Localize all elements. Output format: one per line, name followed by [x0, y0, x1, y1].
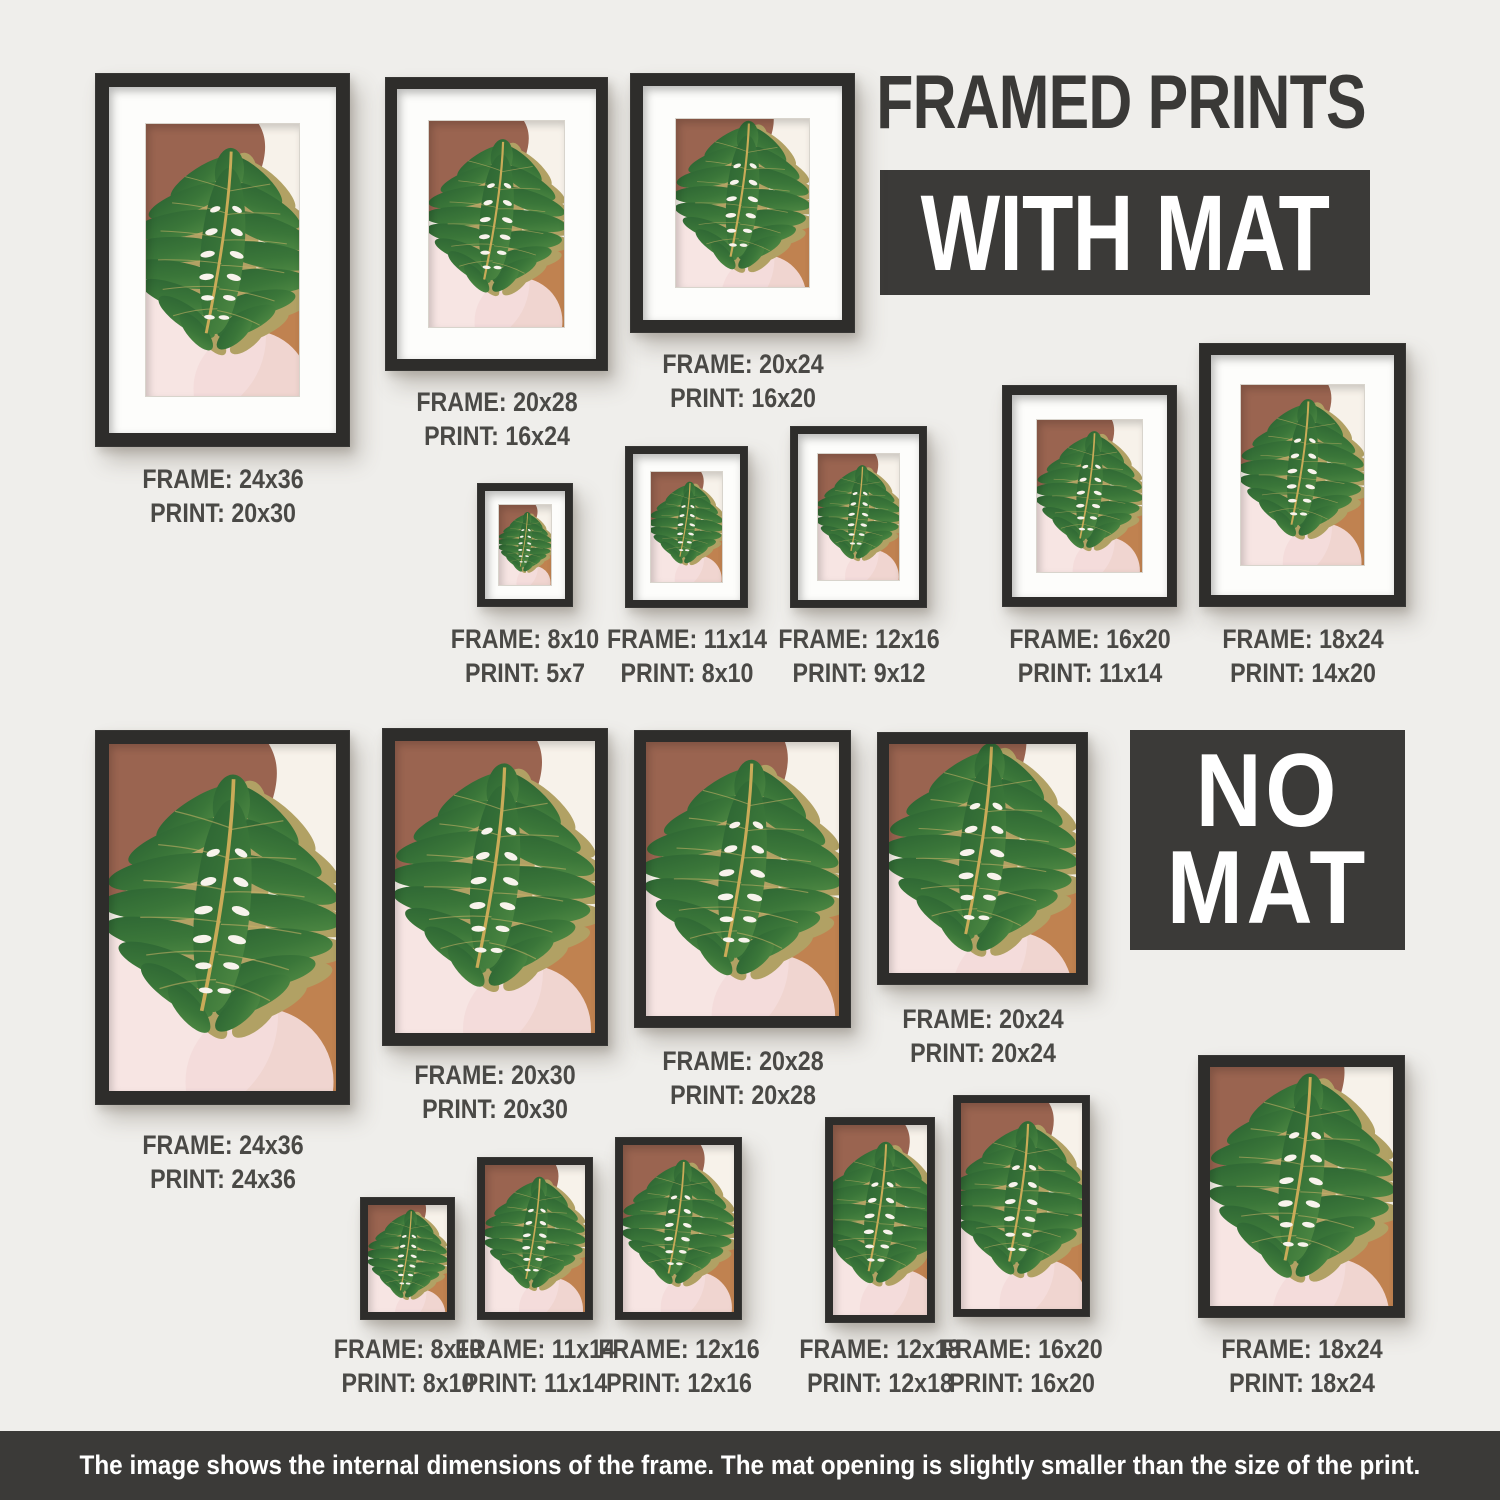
monstera-artwork: [368, 1205, 447, 1312]
monstera-artwork: [1241, 385, 1364, 565]
no-mat-badge-line2: MAT: [1166, 830, 1369, 946]
monstera-artwork: [1037, 420, 1142, 572]
frame-size-line: FRAME: 18x24: [1221, 1334, 1383, 1364]
size-label-16x20: [876, 1332, 1168, 1400]
framed-print-with-mat-12x16: [790, 426, 927, 608]
artwork-window: [623, 1145, 734, 1312]
mat: [397, 89, 596, 359]
frame-size-line: FRAME: 11x14: [454, 1334, 616, 1364]
print-size-line: PRINT: 11x14: [462, 1368, 608, 1398]
artwork-window: [833, 1125, 927, 1315]
artwork-window: [368, 1205, 447, 1312]
print-size-line: PRINT: 20x30: [422, 1094, 568, 1124]
framed-print-no-mat-12x16: [615, 1137, 742, 1320]
mat: [633, 454, 740, 600]
frame-size-line: FRAME: 20x24: [902, 1004, 1064, 1034]
artwork-window: [499, 505, 551, 585]
print-size-line: PRINT: 16x24: [424, 421, 570, 451]
size-label-18x24: [1156, 1332, 1448, 1400]
framed-print-no-mat-24x36: [95, 730, 350, 1105]
framed-print-no-mat-20x30: [382, 728, 608, 1046]
monstera-artwork: [395, 741, 595, 1033]
print-size-line: PRINT: 11x14: [1017, 658, 1163, 688]
print-size-line: PRINT: 24x36: [150, 1164, 296, 1194]
artwork-window: [651, 472, 722, 582]
artwork-window: [109, 744, 336, 1091]
frame-size-line: FRAME: 24x36: [142, 1130, 304, 1160]
frame-size-line: FRAME: 16x20: [941, 1334, 1103, 1364]
artwork-window: [889, 744, 1076, 973]
with-mat-badge: [880, 170, 1370, 295]
monstera-artwork: [429, 121, 564, 327]
frame-size-line: FRAME: 12x16: [778, 624, 940, 654]
framed-print-with-mat-8x10: [477, 483, 573, 607]
frame-size-line: FRAME: 20x24: [662, 349, 824, 379]
artwork-window: [485, 1165, 585, 1312]
frame-size-line: FRAME: 24x36: [142, 464, 304, 494]
framed-print-no-mat-20x28: [634, 730, 851, 1028]
frame-size-line: FRAME: 18x24: [1222, 624, 1384, 654]
print-size-line: PRINT: 8x10: [620, 658, 754, 688]
monstera-artwork: [1210, 1067, 1393, 1306]
framed-print-with-mat-24x36: [95, 73, 350, 447]
frame-size-line: FRAME: 12x18: [799, 1334, 961, 1364]
monstera-artwork: [646, 742, 839, 1016]
print-size-line: PRINT: 20x28: [670, 1080, 816, 1110]
framed-print-no-mat-12x18: [825, 1117, 935, 1323]
framed-print-no-mat-8x10: [360, 1197, 455, 1320]
frame-size-line: FRAME: 12x16: [598, 1334, 760, 1364]
monstera-artwork: [109, 744, 336, 1091]
frame-size-line: FRAME: 8x10: [333, 1334, 483, 1364]
artwork-window: [146, 124, 299, 396]
frame-size-line: FRAME: 16x20: [1009, 624, 1171, 654]
frame-size-line: FRAME: 8x10: [450, 624, 600, 654]
page-title: FRAMED PRINTS: [876, 59, 1366, 145]
artwork-window: [1241, 385, 1364, 565]
framed-print-no-mat-11x14: [477, 1157, 593, 1320]
size-label-20x24: [597, 347, 889, 415]
artwork-window: [429, 121, 564, 327]
print-size-line: PRINT: 16x20: [949, 1368, 1095, 1398]
monstera-artwork: [818, 454, 899, 580]
artwork-window: [1037, 420, 1142, 572]
frame-size-line: FRAME: 20x30: [414, 1060, 576, 1090]
monstera-artwork: [485, 1165, 585, 1312]
print-size-line: PRINT: 12x18: [807, 1368, 953, 1398]
monstera-artwork: [623, 1145, 734, 1312]
frame-size-line: FRAME: 11x14: [606, 624, 768, 654]
monstera-artwork: [499, 505, 551, 585]
framed-print-no-mat-18x24: [1198, 1055, 1405, 1318]
artwork-window: [961, 1103, 1082, 1309]
print-size-line: PRINT: 20x24: [910, 1038, 1056, 1068]
mat: [1012, 395, 1167, 597]
framed-print-no-mat-16x20: [953, 1095, 1090, 1317]
framed-print-with-mat-20x24: [630, 73, 855, 333]
framed-print-with-mat-20x28: [385, 77, 608, 371]
size-label-24x36: [77, 1128, 369, 1196]
mat: [109, 87, 336, 433]
print-size-line: PRINT: 9x12: [792, 658, 926, 688]
footer-note-bar: [0, 1431, 1500, 1500]
monstera-artwork: [676, 119, 809, 287]
print-size-line: PRINT: 12x16: [606, 1368, 752, 1398]
monstera-artwork: [889, 744, 1076, 973]
artwork-window: [818, 454, 899, 580]
print-size-line: PRINT: 8x10: [341, 1368, 475, 1398]
monstera-artwork: [146, 124, 299, 396]
with-mat-badge-label: WITH MAT: [920, 172, 1330, 293]
footer-note: The image shows the internal dimensions of the frame. The mat opening is slightly smaller than the size of the print.: [79, 1450, 1421, 1480]
artwork-window: [1210, 1067, 1393, 1306]
framed-print-with-mat-11x14: [625, 446, 748, 608]
monstera-artwork: [961, 1103, 1082, 1309]
artwork-window: [676, 119, 809, 287]
print-size-line: PRINT: 18x24: [1229, 1368, 1375, 1398]
size-label-20x24: [837, 1002, 1129, 1070]
framed-print-with-mat-18x24: [1199, 343, 1406, 607]
frame-size-line: FRAME: 20x28: [662, 1046, 824, 1076]
size-label-18x24: [1157, 622, 1449, 690]
no-mat-badge-label: [1166, 733, 1369, 946]
frame-size-line: FRAME: 20x28: [416, 387, 578, 417]
print-size-line: PRINT: 14x20: [1230, 658, 1376, 688]
no-mat-badge: [1130, 730, 1405, 950]
size-label-24x36: [77, 462, 369, 530]
mat: [1211, 355, 1394, 595]
no-mat-badge-line1: NO: [1195, 733, 1340, 850]
print-size-line: PRINT: 16x20: [670, 383, 816, 413]
artwork-window: [395, 741, 595, 1033]
artwork-window: [646, 742, 839, 1016]
print-size-line: PRINT: 5x7: [464, 658, 586, 688]
framed-print-no-mat-20x24: [877, 732, 1088, 985]
monstera-artwork: [651, 472, 722, 582]
mat: [798, 434, 919, 600]
mat: [643, 86, 842, 320]
mat: [485, 491, 565, 599]
monstera-artwork: [833, 1125, 927, 1315]
framed-print-with-mat-16x20: [1002, 385, 1177, 607]
print-size-line: PRINT: 20x30: [150, 498, 296, 528]
